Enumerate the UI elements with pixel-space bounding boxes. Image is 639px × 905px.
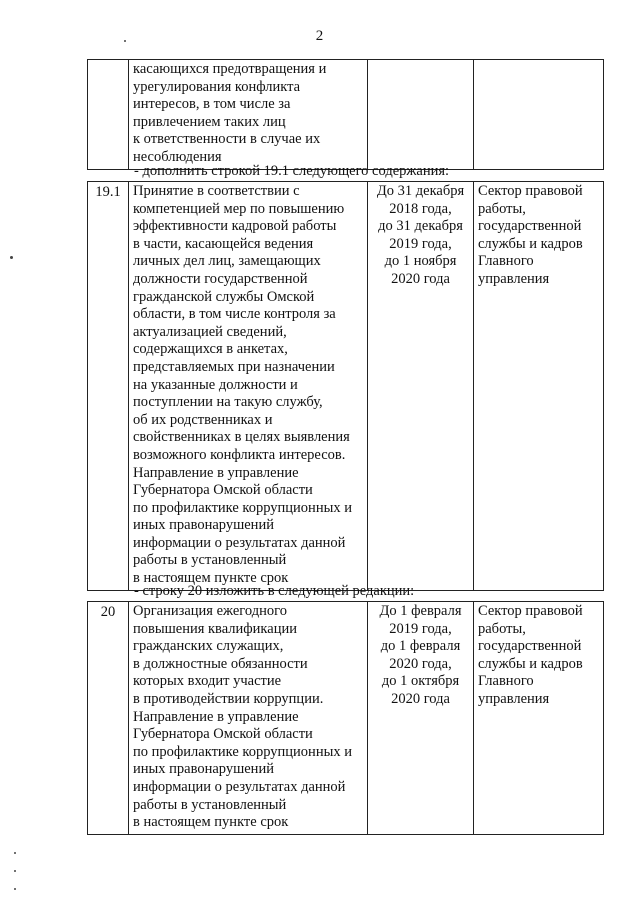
row-number [88, 60, 129, 170]
table-continuation [87, 59, 604, 170]
scan-speck [10, 256, 13, 259]
table-row [88, 602, 604, 835]
row-number: 19.1 [88, 182, 129, 591]
scan-speck [14, 852, 16, 854]
table-row-20 [87, 601, 604, 835]
row-responsible [474, 60, 604, 170]
row-deadline: До 31 декабря 2018 года, до 31 декабря 2019 года, до 1 ноября 2020 года [368, 182, 474, 591]
page-number: 2 [315, 28, 324, 44]
amendment-note-20: - строку 20 изложить в следующей редакции: [134, 583, 415, 599]
row-description: Организация ежегодного повышения квалификации гражданских служащих, в должностные обязанности которых входит участие в противодействии коррупции. Направление в управление Губернатора Омской области по профилактике коррупционных и иных правонарушений информации о результатах данной работы в установленный в настоящем пункте срок [129, 602, 368, 835]
row-number: 20 [88, 602, 129, 835]
table-row [88, 60, 604, 170]
row-description: касающихся предотвращения и урегулирования конфликта интересов, в том числе за привлечением таких лиц к ответственности в случае их несоблюдения [129, 60, 368, 170]
scan-speck [124, 40, 126, 42]
row-deadline: До 1 февраля 2019 года, до 1 февраля 2020 года, до 1 октября 2020 года [368, 602, 474, 835]
scan-speck [14, 888, 16, 890]
row-deadline [368, 60, 474, 170]
table-row [88, 182, 604, 591]
row-responsible: Сектор правовой работы, государственной службы и кадров Главного управления [474, 602, 604, 835]
amendment-note-19-1: - дополнить строкой 19.1 следующего содержания: [134, 163, 450, 179]
table-row-19-1 [87, 181, 604, 591]
scan-speck [14, 870, 16, 872]
row-responsible: Сектор правовой работы, государственной службы и кадров Главного управления [474, 182, 604, 591]
row-description: Принятие в соответствии с компетенцией мер по повышению эффективности кадровой работы в части, касающейся ведения личных дел лиц, замещающих должности государственной гражданской службы Омской области, в том числе контроля за актуализацией сведений, содержащихся в анкетах, представляемых при назначении на указанные должности и поступлении на такую службу, об их родственниках и свойственниках в целях выявления возможного конфликта интересов. Направление в управление Губернатора Омской области по профилактике коррупционных и иных правонарушений информации о результатах данной работы в установленный в настоящем пункте срок [129, 182, 368, 591]
